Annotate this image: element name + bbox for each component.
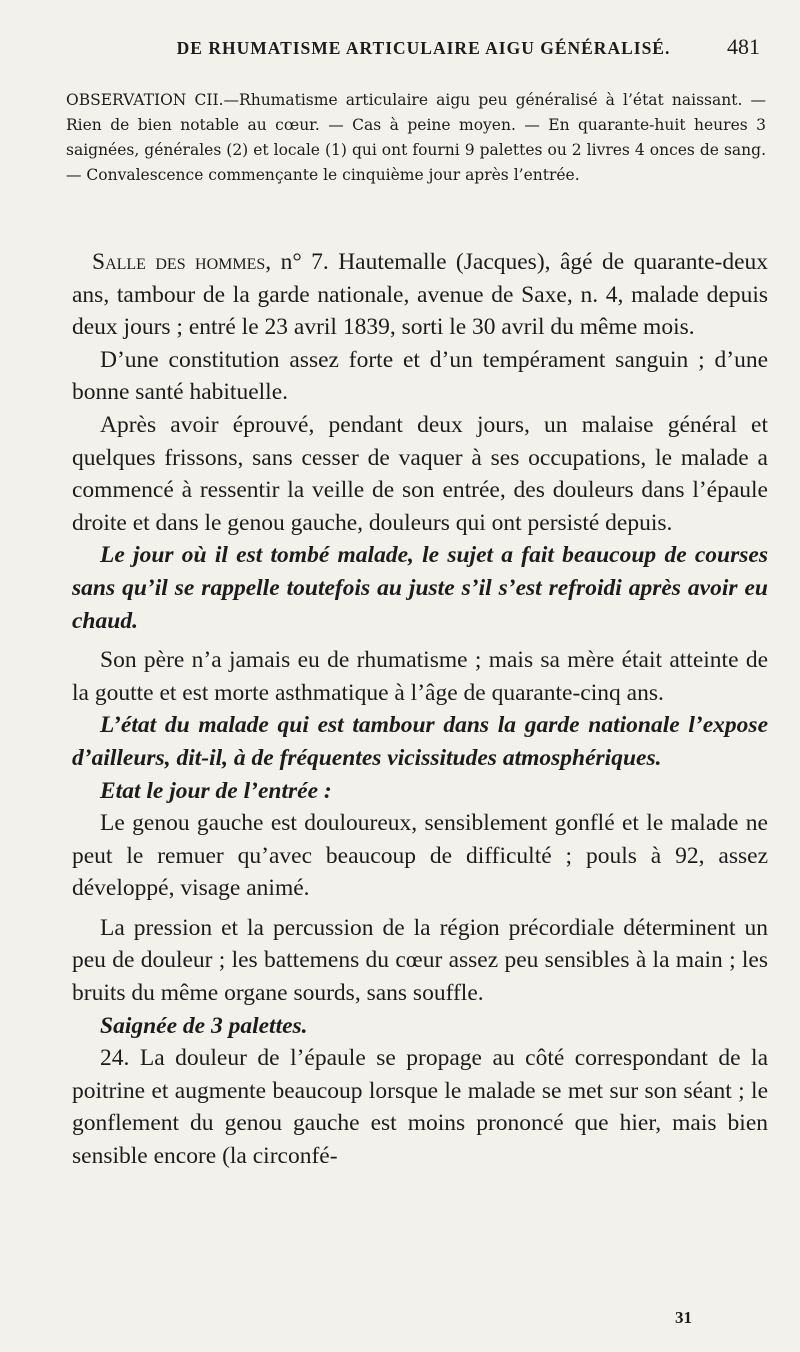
observation-summary bbox=[66, 88, 766, 188]
page-number: 481 bbox=[727, 34, 760, 59]
paragraph: La pression et la percussion de la région précordiale déterminent un peu de douleur ; les battemens du cœur assez peu sensibles à la main ; les bruits du même organe sourds, sans souffle. bbox=[72, 914, 768, 1007]
paragraph: Le genou gauche est douloureux, sensiblement gonflé et le malade ne peut le remuer qu’avec beaucoup de difficulté ; pouls à 92, assez développé, visage animé. bbox=[72, 810, 768, 902]
paragraph-text: , n° 7. Hautemalle (Jacques), âgé de quarante-deux ans, tambour de la garde nationale, avenue de Saxe, n. 4, malade depuis deux jours ; entré le 23 avril 1839, sorti le 30 avril du même mois. bbox=[72, 249, 769, 341]
page-header bbox=[60, 34, 760, 68]
treatment-note: Saignée de 3 palettes. bbox=[100, 1012, 308, 1039]
paragraph: Après avoir éprouvé, pendant deux jours, un malaise général et quelques frissons, sans cesser de vaquer à ses occupations, le malade a commencé à ressentir la veille de son entrée, des douleurs dans l’épaule droite et dans le genou gauche, douleurs qui ont persisté depuis. bbox=[72, 411, 768, 536]
running-head: DE RHUMATISME ARTICULAIRE AIGU GÉNÉRALISÉ. bbox=[176, 38, 671, 58]
paragraph-italic: L’état du malade qui est tambour dans la garde nationale l’expose d’ailleurs, dit-il, à de fréquentes vicissitudes atmosphériques. bbox=[72, 712, 768, 771]
observation-summary-text: —Rhumatisme articulaire aigu peu généralisé à l’état naissant. — Rien de bien notable au cœur. — Cas à peine moyen. — En quarante-huit heures 3 saignées, générales (2) et locale (1) qui ont fourni 9 palettes ou 2 livres 4 onces de sang. — Convalescence commençante le cinquième jour après l’entrée. bbox=[66, 91, 767, 184]
paragraph: Son père n’a jamais eu de rhumatisme ; mais sa mère était atteinte de la goutte et est morte asthmatique à l’âge de quarante-cinq ans. bbox=[72, 647, 768, 706]
observation-label: OBSERVATION CII. bbox=[66, 91, 224, 109]
section-heading: Etat le jour de l’entrée : bbox=[100, 777, 332, 804]
paragraph: 24. La douleur de l’épaule se propage au côté correspondant de la poitrine et augmente beaucoup lorsque le malade se met sur son séant ; le gonflement du genou gauche est moins prononcé que hier, mais bien sensible encore (la circonfé- bbox=[72, 1045, 768, 1170]
signature-mark: 31 bbox=[675, 1308, 692, 1327]
paragraph-italic: Le jour où il est tombé malade, le sujet a fait beaucoup de courses sans qu’il se rappelle toutefois au juste s’il s’est refroidi après avoir eu chaud. bbox=[72, 542, 768, 634]
paragraph bbox=[72, 246, 768, 344]
body-text bbox=[72, 246, 768, 1173]
ward-label: Salle des hommes bbox=[92, 249, 266, 275]
paragraph: D’une constitution assez forte et d’un tempérament sanguin ; d’une bonne santé habituelle. bbox=[72, 346, 768, 406]
